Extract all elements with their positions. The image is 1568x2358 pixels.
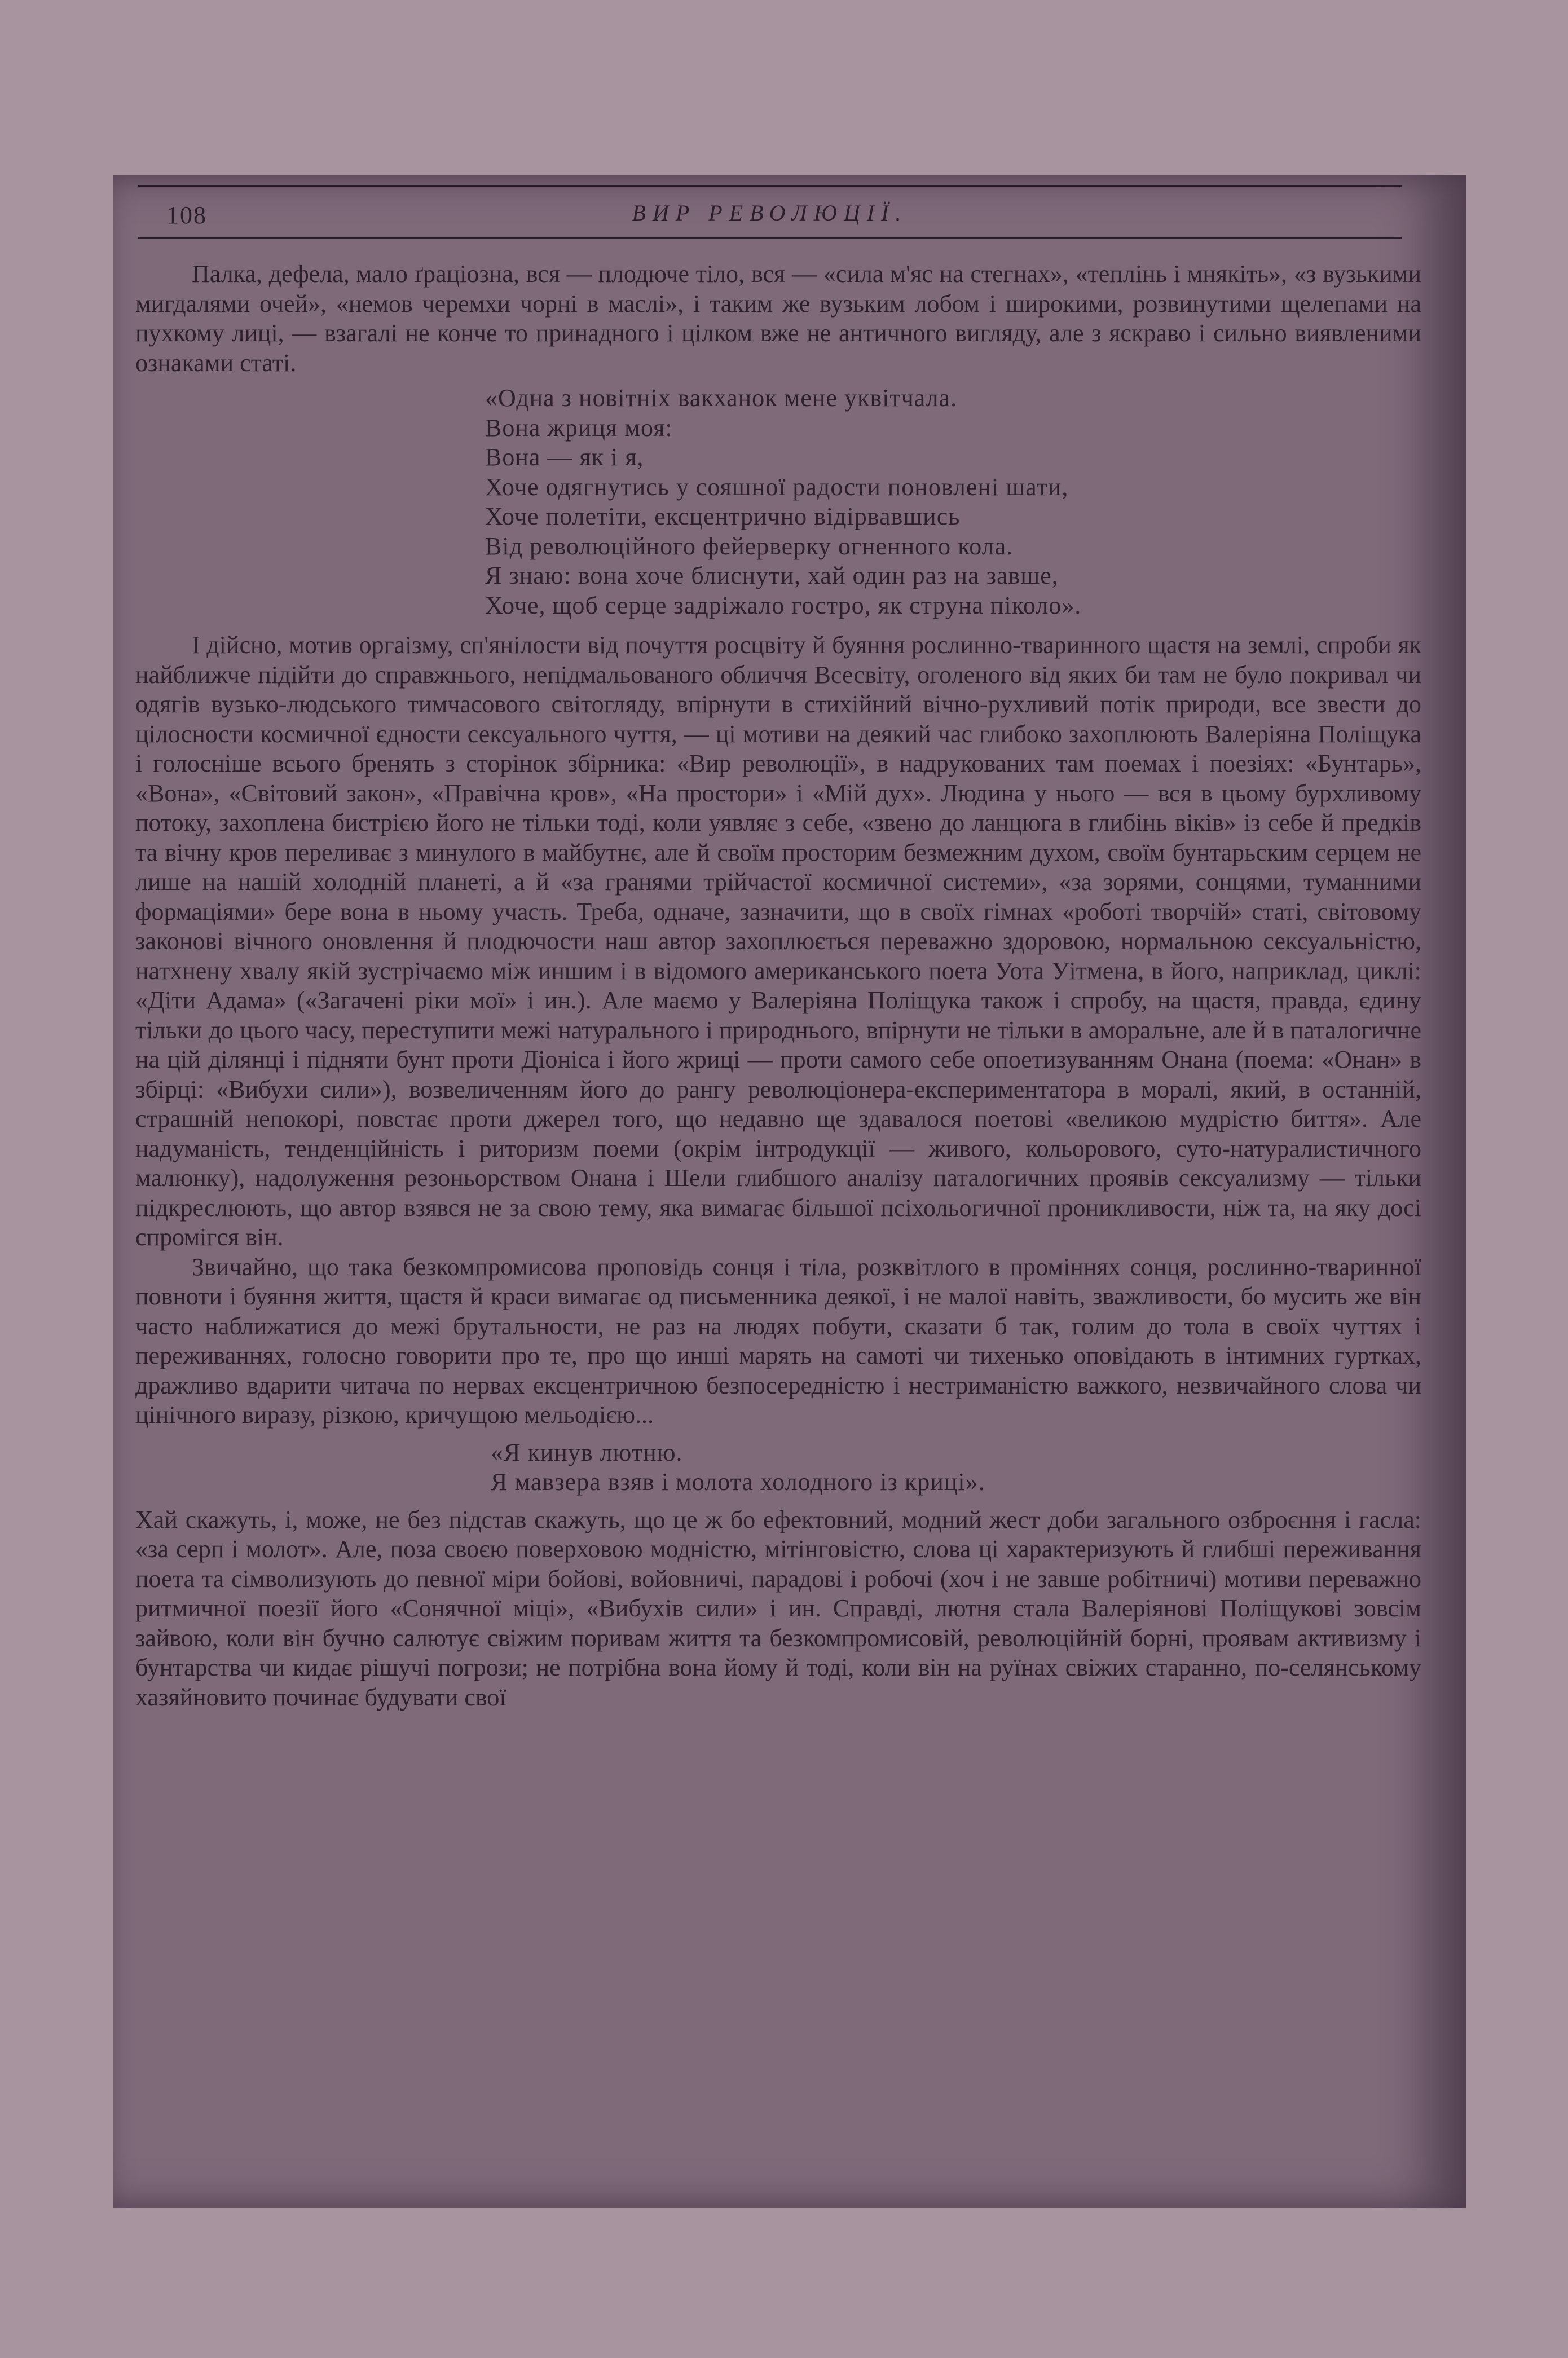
body-text bbox=[135, 259, 1421, 1712]
verse-line: Вона жриця моя: bbox=[485, 413, 673, 442]
running-head: ВИР РЕВОЛЮЦІЇ. bbox=[632, 200, 908, 226]
header-rule-bottom bbox=[138, 237, 1402, 239]
page-header bbox=[138, 185, 1402, 241]
paragraph-3: Звичайно, що така безкомпромисова проповідь сонця і тіла, розквітлого в проміннях сонця, рослинно-тваринної повноти і буяння життя, щастя й краси вимагає од письменника деякої, і не малої навіть, зважливости, бо мусить же він часто наближатися до межі брутальности, не раз на людях побути, сказати б так, голим до тола в своїх чуттях і переживаннях, голосно говорити про те, про що инші марять на самоті чи тихенько оповідають в інтимних гуртках, дражливо вдарити читача по нервах ексцентричною безпосередністю і нестриманістю важкого, незвичайного слова чи цінічного виразу, різкою, кричущою мельодією... bbox=[135, 1253, 1421, 1429]
verse-line: «Одна з новітніх вакханок мене уквітчала. bbox=[485, 384, 958, 412]
verse-line: Хоче полетіти, ексцентрично відірвавшись bbox=[485, 503, 961, 530]
verse-line: Вона — як і я, bbox=[485, 443, 644, 471]
verse-line: «Я кинув лютню. bbox=[491, 1438, 683, 1466]
verse-line: Я мавзера взяв і молота холодного із криці». bbox=[491, 1468, 985, 1496]
paragraph-4: Хай скажуть, і, може, не без підстав скажуть, що це ж бо ефектовний, модний жест доби загального озброєння і гасла: «за серп і молот». Але, поза своєю поверховою модністю, мітінговістю, слова ці характеризують й глибші переживання поета та сімволизують до певної міри бойові, войовничі, парадові і робочі (хоч і не завше робітничі) мотиви переважно ритмичної поезії його «Сонячної міці», «Вибухів сили» і ин. Справді, лютня стала Валеріянові Поліщукові зовсім зайвою, коли він бучно салютує свіжим поривам життя та безкомпромисовій, революційній борні, проявам активизму і бунтарства чи кидає рішучі погрози; не потрібна вона йому й тоді, коли він на руїнах свіжих старанно, по-селянському хазяйновито починає будувати свої bbox=[135, 1505, 1421, 1711]
verse-quote-2 bbox=[135, 1438, 1421, 1497]
verse-line: Хоче одягнутись у сояшної радости поновлені шати, bbox=[485, 473, 1069, 501]
verse-line: Від революційного фейерверку огненного кола. bbox=[485, 532, 1014, 560]
paragraph-1: Палка, дефела, мало ґраціозна, вся — плодюче тіло, вся — «сила м'яс на стегнах», «теплінь і мнякіть», «з вузькими мигдалями очей», «немов черемхи чорні в маслі», і таким же вузьким лобом і широкими, розвинутими щелепами на пухкому лиці, — взагалі не конче то принадного і цілком вже не античного вигляду, але з яскраво і сильно виявленими ознаками статі. bbox=[135, 260, 1421, 377]
book-page bbox=[113, 175, 1466, 2208]
verse-line: Я знаю: вона хоче блиснути, хай один раз на завше, bbox=[485, 562, 1059, 589]
header-rule-top bbox=[138, 185, 1402, 187]
verse-quote-1 bbox=[135, 384, 1421, 620]
verse-line: Хоче, щоб серце задріжало гостро, як струна піколо». bbox=[485, 591, 1082, 619]
paragraph-2: І дійсно, мотив оргаізму, сп'янілости від почуття росцвіту й буяння рослинно-тваринного щастя на землі, спроби як найближче підійти до справжнього, непідмальованого обличчя Всесвіту, оголеного від яких би там не було покривал чи одягів вузько-людського тимчасового світогляду, впірнути в стихійний вічно-рухливий потік природи, все звести до цілосности космичної єдности сексуального чуття, — ці мотиви на деякий час глибоко захоплюють Валеріяна Поліщука і голосніше всього бренять з сторінок збірника: «Вир революції», в надрукованих там поемах і поезіях: «Бунтарь», «Вона», «Світовий закон», «Правічна кров», «На простори» і «Мій дух». Людина у нього — вся в цьому бурхливому потоку, захоплена бистрією його не тільки тоді, коли уявляє з себе, «звено до ланцюга в глибінь віків» із себе й предків та вічну кров переливає з минулого в майбутнє, але й своїм просторим безмежним духом, своїм бунтарьским серцем не лише на нашій холодній планеті, а й «за гранями трійчастої космичної системи», «за зорями, сонцями, туманними формаціями» бере вона в ньому участь. Треба, одначе, зазначити, що в своїх гімнах «роботі творчій» статі, світовому законові вічного оновлення й плодючости наш автор захоплюється переважно здоровою, нормальною сексуальністю, натхнену хвалу якій зустрічаємо між иншим і в відомого американського поета Уота Уітмена, в його, наприклад, циклі: «Діти Адама» («Загачені ріки мої» і ин.). Але маємо у Валеріяна Поліщука також і спробу, на щастя, правда, єдину тільки до цього часу, переступити межі натурального і природнього, впірнути не тільки в аморальне, але й в паталогичне на цій ділянці і підняти бунт проти Діоніса і його жриці — проти самого себе опоетизуванням Онана (поема: «Онан» в збірці: «Вибухи сили»), возвеличенням його до рангу революціонера-експериментатора в моралі, який, в останній, страшній непокорі, повстає проти джерел того, що недавно ще здавалося поетові «великою мудрістю биття». Але надуманість, тенденційність і риторизм поеми (окрім інтродукції — живого, кольорового, суто-натуралистичного малюнку), надолуження резоньорством Онана і Шели глибшого аналізу паталогичних проявів сексуализму — тільки підкреслюють, що автор взявся не за свою тему, яка вимагає більшої псіхольогичної проникливости, ніж та, на яку досі спромігся він. bbox=[135, 631, 1421, 1251]
page-number: 108 bbox=[166, 201, 207, 229]
